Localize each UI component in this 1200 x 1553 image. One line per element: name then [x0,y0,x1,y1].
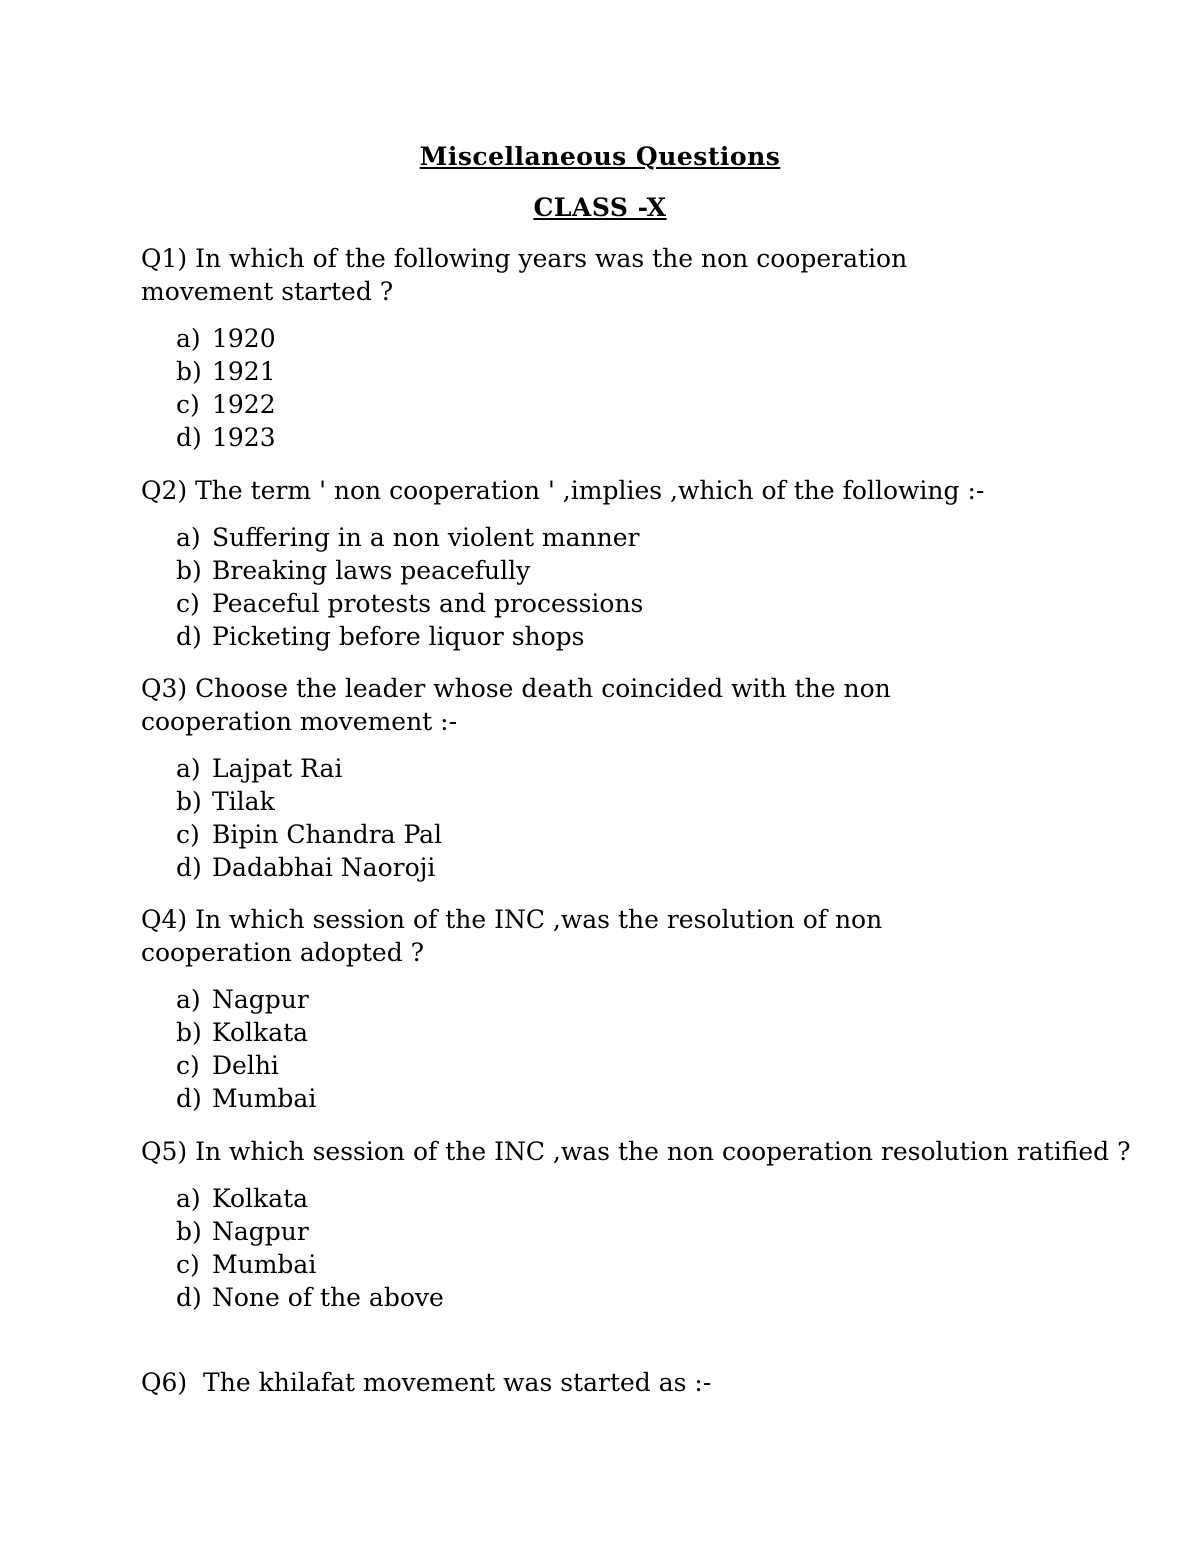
question-text: Q6) The khilafat movement was started as :- [141,1368,712,1397]
option-text: Mumbai [212,1250,317,1279]
option-letter: d) [176,622,202,651]
option-letter: d) [176,423,202,452]
option-c [176,1248,1141,1281]
question-text: Q4) In which session of the INC ,was the resolution of non cooperation adopted ? [141,905,883,967]
question-6 [141,1366,1101,1399]
class-label: CLASS -X [533,193,667,222]
option-a [176,983,961,1016]
option-text: Nagpur [212,985,309,1014]
option-b [176,1215,1141,1248]
option-text: Picketing before liquor shops [212,622,585,651]
page-title: Miscellaneous Questions [419,142,781,171]
option-b [176,355,971,388]
option-letter: a) [176,523,201,552]
option-text: Dadabhai Naoroji [212,853,436,882]
option-letter: a) [176,324,201,353]
option-text: Nagpur [212,1217,309,1246]
option-list [141,983,961,1115]
question-5 [141,1135,1141,1314]
option-text: 1922 [212,390,276,419]
question-text: Q2) The term ' non cooperation ' ,implies ,which of the following :- [141,476,985,505]
question-text: Q3) Choose the leader whose death coincided with the non cooperation movement :- [141,674,891,736]
option-letter: c) [176,1051,200,1080]
option-text: Kolkata [212,1018,309,1047]
option-a [176,521,1101,554]
option-text: Peaceful protests and processions [212,589,644,618]
option-b [176,1016,961,1049]
option-d [176,620,1101,653]
option-text: 1921 [212,357,276,386]
option-text: Tilak [212,787,275,816]
option-letter: c) [176,1250,200,1279]
option-text: 1923 [212,423,276,452]
option-letter: a) [176,985,201,1014]
option-text: Kolkata [212,1184,309,1213]
question-1 [141,242,971,454]
option-text: 1920 [212,324,276,353]
question-3 [141,672,961,884]
option-letter: b) [176,556,202,585]
option-list [141,1182,1141,1314]
option-letter: b) [176,357,202,386]
option-letter: d) [176,853,202,882]
option-d [176,851,961,884]
option-text: Delhi [212,1051,279,1080]
option-b [176,554,1101,587]
question-text: Q5) In which session of the INC ,was the non cooperation resolution ratified ? [141,1137,1131,1166]
option-letter: d) [176,1283,202,1312]
option-text: None of the above [212,1283,444,1312]
option-d [176,421,971,454]
question-text: Q1) In which of the following years was the non cooperation movement started ? [141,244,908,306]
option-list [141,521,1101,653]
option-text: Lajpat Rai [212,754,343,783]
option-letter: b) [176,1018,202,1047]
option-letter: b) [176,787,202,816]
option-a [176,1182,1141,1215]
option-letter: c) [176,820,200,849]
option-d [176,1281,1141,1314]
option-d [176,1082,961,1115]
question-2 [141,474,1101,653]
option-c [176,388,971,421]
option-list [141,752,961,884]
option-text: Mumbai [212,1084,317,1113]
option-letter: a) [176,1184,201,1213]
option-c [176,818,961,851]
option-a [176,322,971,355]
option-letter: c) [176,390,200,419]
option-text: Suffering in a non violent manner [212,523,640,552]
option-letter: d) [176,1084,202,1113]
option-b [176,785,961,818]
option-letter: c) [176,589,200,618]
option-text: Bipin Chandra Pal [212,820,443,849]
option-c [176,587,1101,620]
option-c [176,1049,961,1082]
option-list [141,322,971,454]
option-letter: a) [176,754,201,783]
option-letter: b) [176,1217,202,1246]
option-text: Breaking laws peacefully [212,556,531,585]
question-4 [141,903,961,1115]
option-a [176,752,961,785]
